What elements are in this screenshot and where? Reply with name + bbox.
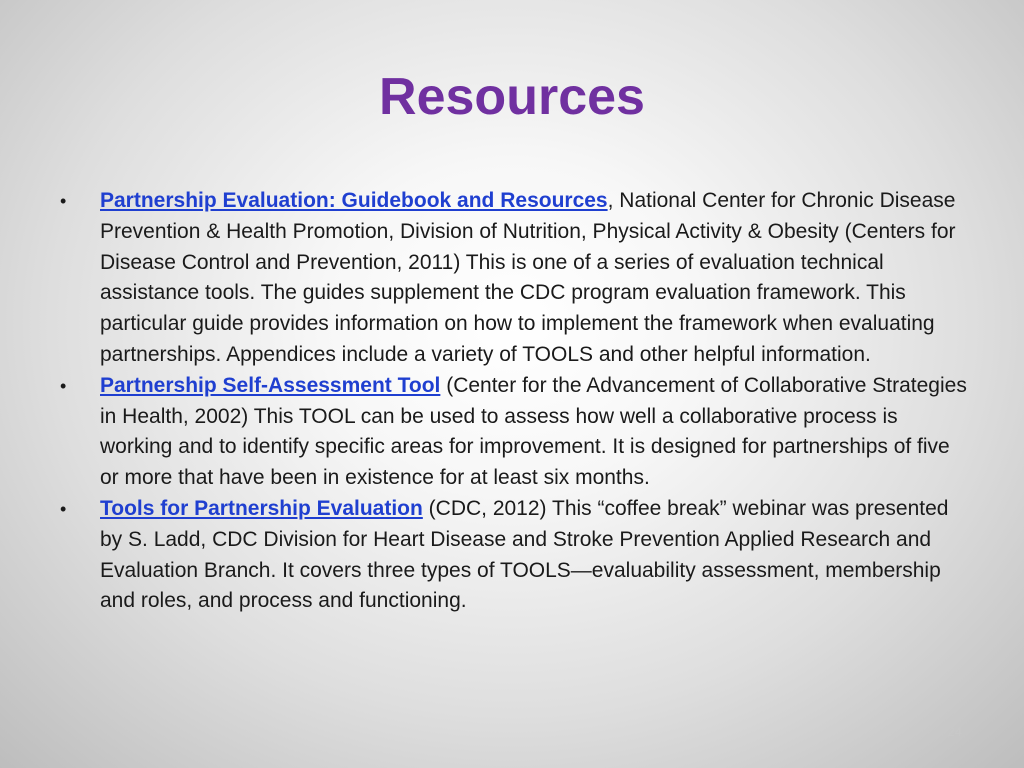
page-number: 24 [947,724,962,739]
self-assessment-tool-link[interactable]: Partnership Self-Assessment Tool [100,373,441,397]
resource-item-tools [56,494,968,617]
bullet-icon: • [60,375,67,396]
self-assessment-description: (Center for the Advancement of Collaborative Strategies in Health, 2002) This TOOL can be used to assess how well a collaborative process is working and to identify specific areas for improvement. It is designed for partnerships of five or more that have been in existence for at least six months. [100,373,967,490]
bullet-icon: • [60,191,67,211]
bullet-icon: • [60,498,67,519]
guidebook-description: , National Center for Chronic Disease Prevention & Health Promotion, Division of Nutrition, Physical Activity & Obesity (Centers for Disease Control and Prevention, 2011) This is one of a series of evaluation technical assistance tools. The guides supplement the CDC program evaluation framework. This particular guide provides information on how to implement the framework when evaluating partnerships. Appendices include a variety of TOOLS and other helpful information. [100,189,956,366]
resource-item-self-assessment [56,371,968,494]
guidebook-link[interactable]: Partnership Evaluation: Guidebook and Resources [100,189,608,212]
slide-title: Resources [379,68,645,126]
tools-evaluation-link[interactable]: Tools for Partnership Evaluation [100,496,423,520]
resource-item-guidebook [56,186,968,371]
tools-evaluation-description: (CDC, 2012) This “coffee break” webinar was presented by S. Ladd, CDC Division for Heart Disease and Stroke Prevention Applied Research and Evaluation Branch. It covers three types of TOOLS—evaluability assessment, membership and roles, and process and functioning. [100,496,949,613]
resource-list [56,186,968,617]
